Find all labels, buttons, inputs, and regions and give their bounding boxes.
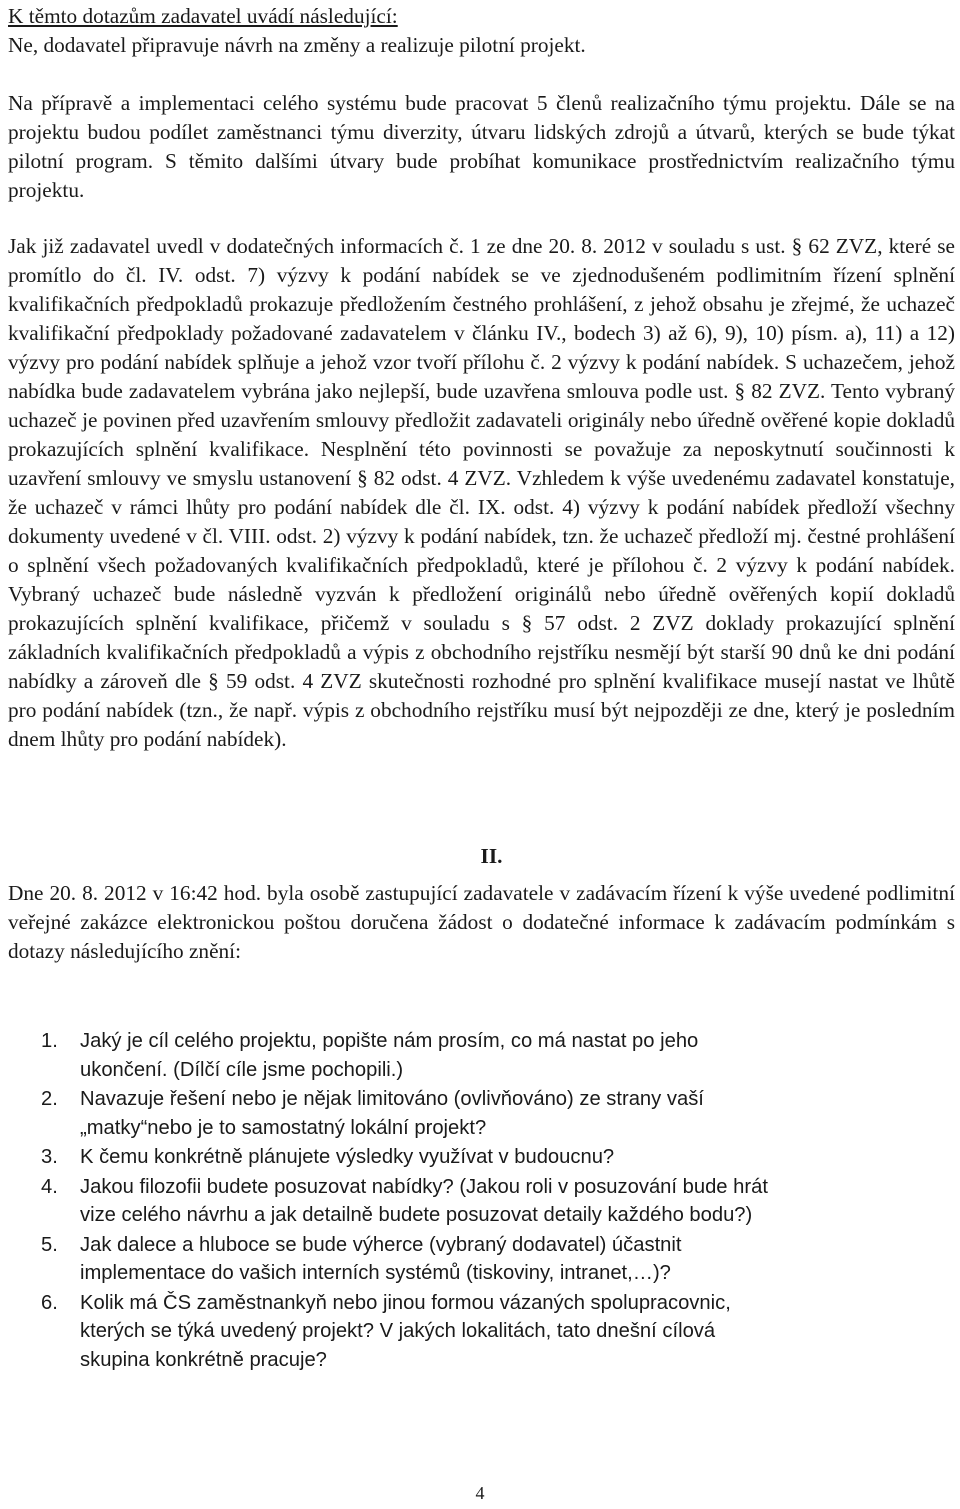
list-item — [8, 1289, 955, 1375]
question-number: 5. — [41, 1233, 58, 1256]
question-number: 1. — [41, 1030, 58, 1052]
answer-paragraph-1: Ne, dodavatel připravuje návrh na změny a realizuje pilotní projekt. — [8, 33, 586, 57]
list-item — [8, 1085, 955, 1142]
page-number: 4 — [475, 1483, 485, 1503]
question-number: 2. — [41, 1088, 58, 1110]
list-item — [8, 1143, 955, 1172]
question-text: Jakou filozofii budete posuzovat nabídky? (Jakou roli v posuzování bude hrát vize celého návrhu a jak detailně budete posuzovat detaily každého bodu?) — [80, 1175, 768, 1226]
document-page — [8, 0, 955, 1375]
question-list — [8, 1027, 955, 1374]
list-item — [8, 1231, 955, 1288]
section-intro: Dne 20. 8. 2012 v 16:42 hod. byla osobě zastupující zadavatele v zadávacím řízení k výše uvedené podlimitní veřejné zakázce elektronickou poštou doručena žádost o dodatečné informace k zadávacím podmínkám s dotazy následujícího znění: — [8, 881, 955, 963]
question-number: 6. — [41, 1291, 58, 1314]
question-text: Navazuje řešení nebo je nějak limitováno (ovlivňováno) ze strany vaší „matky“nebo je to samostatný lokální projekt? — [80, 1088, 704, 1139]
section-title: II. — [480, 844, 503, 868]
question-text: Kolik má ČS zaměstnankyň nebo jinou formou vázaných spolupracovnic, kterých se týká uvedený projekt? V jakých lokalitách, tato dnešní cílová skupina konkrétně pracuje? — [80, 1291, 731, 1371]
question-number: 4. — [41, 1175, 58, 1198]
list-item — [8, 1173, 955, 1230]
answer-paragraph-2: Na přípravě a implementaci celého systému bude pracovat 5 členů realizačního týmu projektu. Dále se na projektu budou podílet zaměstnanci týmu diverzity, útvaru lidských zdrojů a útvarů, kterých se bude týkat pilotní program. S těmito dalšími útvary bude probíhat komunikace prostřednictvím realizačního týmu projektu. — [8, 91, 955, 202]
question-number: 3. — [41, 1146, 58, 1168]
question-text: Jak dalece a hluboce se bude výherce (vybraný dodavatel) účastnit implementace do vašich interních systémů (tiskoviny, intranet,…)? — [80, 1233, 682, 1284]
question-text: K čemu konkrétně plánujete výsledky využívat v budoucnu? — [80, 1146, 615, 1168]
list-item — [8, 1027, 955, 1084]
question-text: Jaký je cíl celého projektu, popište nám prosím, co má nastat po jeho ukončení. (Dílčí cíle jsme pochopili.) — [80, 1030, 699, 1081]
intro-heading: K těmto dotazům zadavatel uvádí následující: — [8, 4, 398, 28]
answer-paragraph-3: Jak již zadavatel uvedl v dodatečných informacích č. 1 ze dne 20. 8. 2012 v souladu s ust. § 62 ZVZ, které se promítlo do čl. IV. odst. 7) výzvy k podání nabídek se ve zjednodušeném podlimitním řízení splnění kvalifikačních předpokladů prokazuje předložením čestného prohlášení, z jehož obsahu je zřejmé, že uchazeč kvalifikační předpoklady požadované zadavatelem v článku IV., bodech 3) až 6), 9), 10) písm. a), 11) a 12) výzvy pro podání nabídek splňuje a jehož vzor tvoří přílohu č. 2 výzvy k podání nabídek. S uchazečem, jehož nabídka bude zadavatelem vybrána jako nejlepší, bude uzavřena smlouva podle ust. § 82 ZVZ. Tento vybraný uchazeč je povinen před uzavřením smlouvy předložit zadavateli originály nebo úředně ověřené kopie dokladů prokazujících splnění kvalifikace. Nesplnění této povinnosti se považuje za neposkytnutí součinnosti k uzavření smlouvy ve smyslu ustanovení § 82 odst. 4 ZVZ. Vzhledem k výše uvedenému zadavatel konstatuje, že uchazeč v rámci lhůty pro podání nabídek dle čl. IX. odst. 4) výzvy k podání nabídek předloží všechny dokumenty uvedené v čl. VIII. odst. 2) výzvy k podání nabídek, tzn. že uchazeč předloží mj. čestné prohlášení o splnění všech požadovaných kvalifikačních předpokladů, které je přílohou č. 2 výzvy k podání nabídek. Vybraný uchazeč bude následně vyzván k předložení originálů nebo úředně ověřených kopií dokladů prokazujících splnění kvalifikace, přičemž v souladu s § 57 odst. 2 ZVZ doklady prokazující splnění základních kvalifikačních předpokladů a výpis z obchodního rejstříku nesmějí být starší 90 dnů ke dni podání nabídky a zároveň dle § 59 odst. 4 ZVZ skutečnosti rozhodné pro splnění kvalifikace musejí nastat ve lhůtě pro podání nabídek (tzn., že např. výpis z obchodního rejstříku musí být nejpozději ze dne, který je posledním dnem lhůty pro podání nabídek). — [8, 234, 955, 751]
